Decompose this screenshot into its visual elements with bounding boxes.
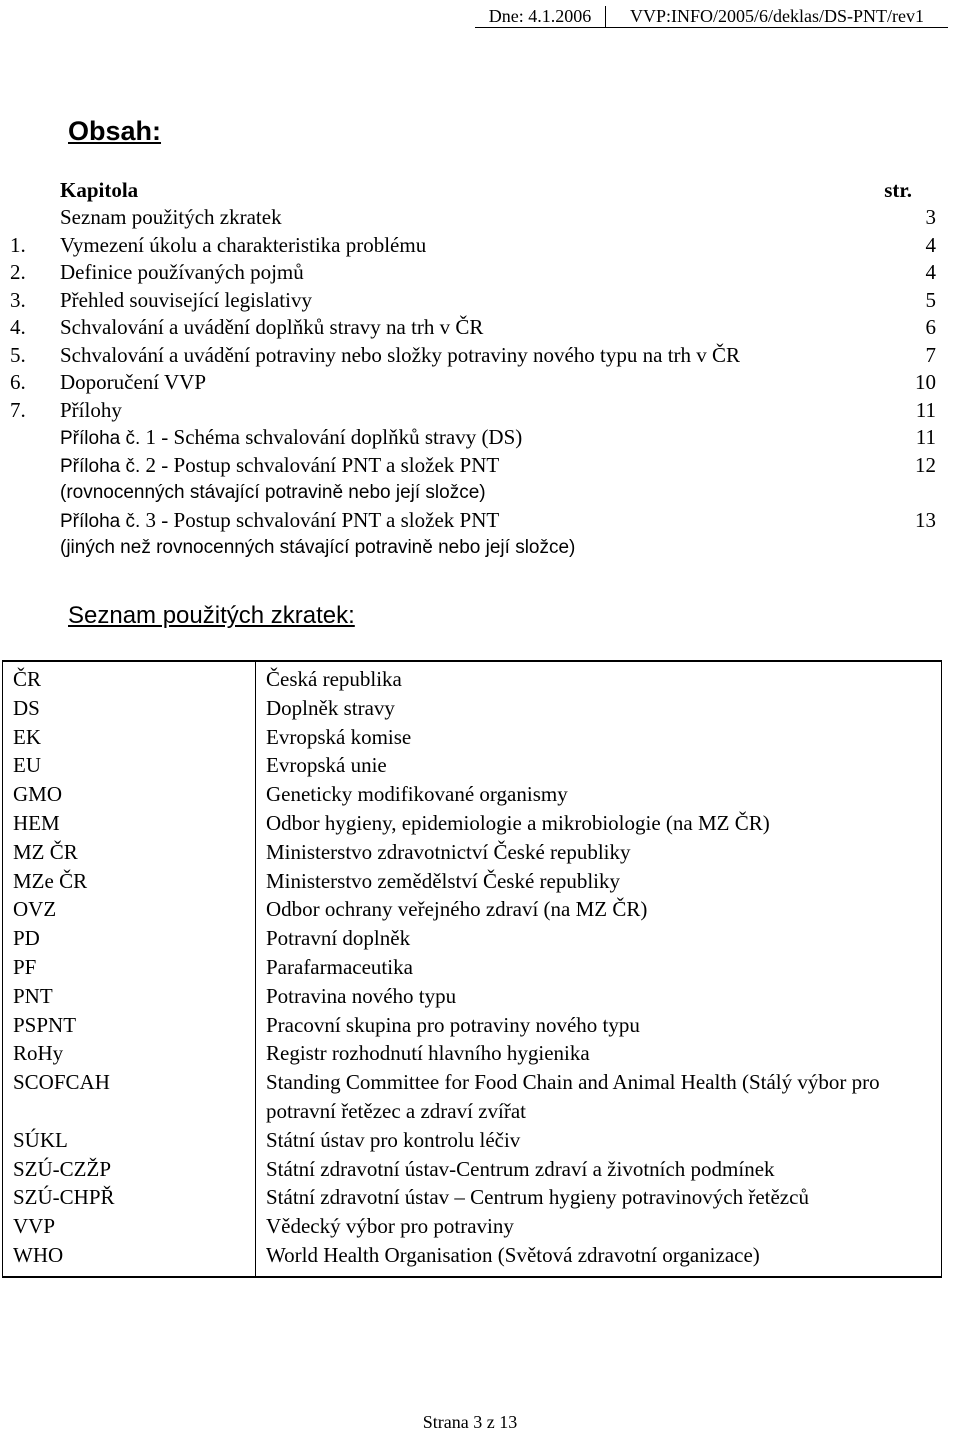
toc-annex-text: 2 - Postup schvalování PNT a složek PNT bbox=[140, 452, 500, 477]
abbreviation-cell: VVP bbox=[3, 1212, 256, 1241]
abbreviation-cell: SZÚ-CHPŘ bbox=[3, 1183, 256, 1212]
toc-entry-title: Přílohy bbox=[60, 397, 122, 422]
toc-annex-title bbox=[60, 452, 499, 481]
abbreviation-cell: PNT bbox=[3, 982, 256, 1011]
table-row bbox=[3, 723, 942, 752]
abbreviation-cell: EU bbox=[3, 751, 256, 780]
abbreviation-cell: OVZ bbox=[3, 895, 256, 924]
table-row bbox=[3, 661, 942, 694]
toc-entry-title: Schvalování a uvádění doplňků stravy na trh v ČR bbox=[60, 315, 484, 339]
meaning-cell: Registr rozhodnutí hlavního hygienika bbox=[256, 1039, 942, 1068]
toc-entry-page: 11 bbox=[915, 397, 936, 422]
toc-col-chapter: Kapitola bbox=[60, 178, 139, 202]
toc-annex-subtitle: (jiných než rovnocenných stávající potravině nebo její složce) bbox=[60, 537, 576, 558]
table-row bbox=[3, 867, 942, 896]
table-row bbox=[3, 1155, 942, 1184]
meaning-cell: Ministerstvo zdravotnictví České republiky bbox=[256, 838, 942, 867]
table-row bbox=[3, 1183, 942, 1212]
meaning-cell: Státní zdravotní ústav – Centrum hygieny potravinových řetězců bbox=[256, 1183, 942, 1212]
toc-entry bbox=[10, 314, 940, 342]
toc-entry-page: 3 bbox=[925, 205, 936, 229]
toc-entry bbox=[10, 397, 940, 425]
toc-entry-title: Vymezení úkolu a charakteristika problému bbox=[60, 232, 427, 257]
table-row bbox=[3, 1039, 942, 1068]
table-row bbox=[3, 838, 942, 867]
meaning-cell: Potravní doplněk bbox=[256, 924, 942, 953]
toc-entry bbox=[10, 204, 940, 232]
toc-entry bbox=[10, 259, 940, 287]
meaning-cell: Česká republika bbox=[256, 661, 942, 694]
toc-annex bbox=[10, 507, 940, 535]
toc-annex-prefix: Příloha č. bbox=[60, 428, 141, 449]
meaning-cell: Standing Committee for Food Chain and Animal Health (Stálý výbor pro potravní řetězec a zdraví zvířat bbox=[256, 1068, 942, 1126]
meaning-cell: Odbor hygieny, epidemiologie a mikrobiologie (na MZ ČR) bbox=[256, 809, 942, 838]
toc-entry-number: 2. bbox=[10, 260, 26, 284]
table-row bbox=[3, 953, 942, 982]
document-header bbox=[475, 6, 948, 28]
toc-annex-prefix: Příloha č. bbox=[60, 455, 141, 477]
toc-entry-number: 5. bbox=[10, 342, 26, 367]
toc-entry bbox=[10, 369, 940, 397]
abbreviation-cell: MZ ČR bbox=[3, 838, 256, 867]
abbreviations-title: Seznam použitých zkratek: bbox=[68, 602, 355, 629]
meaning-cell: Doplněk stravy bbox=[256, 694, 942, 723]
abbreviation-cell: ČR bbox=[3, 661, 256, 694]
toc-entry-page: 6 bbox=[925, 315, 936, 339]
meaning-cell: Pracovní skupina pro potraviny nového typu bbox=[256, 1011, 942, 1040]
toc-annex-page: 12 bbox=[915, 452, 936, 477]
toc-annex-page: 13 bbox=[915, 507, 936, 532]
table-row bbox=[3, 1011, 942, 1040]
abbreviation-cell: GMO bbox=[3, 780, 256, 809]
table-row bbox=[3, 1068, 942, 1126]
toc-annex-subtitle: (rovnocenných stávající potravině nebo její složce) bbox=[60, 482, 486, 503]
toc-entry-title: Přehled související legislativy bbox=[60, 287, 312, 312]
abbreviation-cell: PF bbox=[3, 953, 256, 982]
meaning-cell: Odbor ochrany veřejného zdraví (na MZ ČR) bbox=[256, 895, 942, 924]
table-row bbox=[3, 809, 942, 838]
abbreviations-table bbox=[2, 660, 942, 1278]
toc-entry-page: 4 bbox=[925, 260, 936, 284]
toc-entry-page: 4 bbox=[925, 232, 936, 257]
toc-annex-page: 11 bbox=[915, 425, 936, 449]
meaning-cell: Státní zdravotní ústav-Centrum zdraví a životních podmínek bbox=[256, 1155, 942, 1184]
toc-annex-title bbox=[60, 424, 522, 453]
abbreviation-cell: HEM bbox=[3, 809, 256, 838]
toc-entry bbox=[10, 342, 940, 370]
meaning-cell: Ministerstvo zemědělství České republiky bbox=[256, 867, 942, 896]
meaning-cell: Evropská unie bbox=[256, 751, 942, 780]
toc-entry-title: Definice používaných pojmů bbox=[60, 260, 304, 284]
table-row bbox=[3, 751, 942, 780]
table-row bbox=[3, 1212, 942, 1241]
abbreviation-cell: PSPNT bbox=[3, 1011, 256, 1040]
abbreviation-cell: RoHy bbox=[3, 1039, 256, 1068]
abbreviation-cell: DS bbox=[3, 694, 256, 723]
toc-col-page: str. bbox=[884, 178, 912, 202]
toc-annex-prefix: Příloha č. bbox=[60, 510, 141, 532]
abbreviation-cell: SCOFCAH bbox=[3, 1068, 256, 1126]
header-reference: VVP:INFO/2005/6/deklas/DS-PNT/rev1 bbox=[605, 6, 948, 28]
toc-annex-text: 1 - Schéma schvalování doplňků stravy (DS) bbox=[140, 425, 523, 449]
header-date: Dne: 4.1.2006 bbox=[475, 6, 605, 28]
toc-entry-number: 4. bbox=[10, 315, 26, 339]
toc-annex-continuation bbox=[10, 479, 940, 507]
table-row bbox=[3, 924, 942, 953]
toc-annex bbox=[10, 424, 940, 452]
toc-entry-title: Seznam použitých zkratek bbox=[60, 205, 282, 229]
abbreviation-cell: MZe ČR bbox=[3, 867, 256, 896]
toc-entry-title: Doporučení VVP bbox=[60, 370, 207, 394]
meaning-cell: Evropská komise bbox=[256, 723, 942, 752]
toc-annex bbox=[10, 452, 940, 480]
meaning-cell: Parafarmaceutika bbox=[256, 953, 942, 982]
table-row bbox=[3, 1126, 942, 1155]
toc-annex-text: 3 - Postup schvalování PNT a složek PNT bbox=[140, 507, 500, 532]
page-footer: Strana 3 z 13 bbox=[422, 1412, 518, 1432]
meaning-cell: World Health Organisation (Světová zdravotní organizace) bbox=[256, 1241, 942, 1277]
toc-entry-page: 10 bbox=[915, 370, 936, 394]
meaning-cell: Státní ústav pro kontrolu léčiv bbox=[256, 1126, 942, 1155]
abbreviation-cell: SÚKL bbox=[3, 1126, 256, 1155]
toc-entry-number: 1. bbox=[10, 232, 26, 257]
table-row bbox=[3, 982, 942, 1011]
toc-entry bbox=[10, 232, 940, 260]
toc-annex-title bbox=[60, 507, 499, 536]
meaning-cell: Geneticky modifikované organismy bbox=[256, 780, 942, 809]
meaning-cell: Vědecký výbor pro potraviny bbox=[256, 1212, 942, 1241]
table-of-contents bbox=[10, 204, 940, 562]
contents-title: Obsah: bbox=[68, 116, 162, 146]
toc-entry-number: 7. bbox=[10, 397, 26, 422]
toc-header bbox=[60, 178, 940, 203]
meaning-cell: Potravina nového typu bbox=[256, 982, 942, 1011]
toc-entry-page: 5 bbox=[925, 287, 936, 312]
abbreviation-cell: WHO bbox=[3, 1241, 256, 1277]
table-row bbox=[3, 895, 942, 924]
toc-entry bbox=[10, 287, 940, 315]
toc-entry-title: Schvalování a uvádění potraviny nebo složky potraviny nového typu na trh v ČR bbox=[60, 342, 741, 367]
abbreviation-cell: SZÚ-CZŽP bbox=[3, 1155, 256, 1184]
table-row bbox=[3, 780, 942, 809]
table-row bbox=[3, 694, 942, 723]
abbreviation-cell: PD bbox=[3, 924, 256, 953]
toc-annex-continuation bbox=[10, 534, 940, 562]
table-row bbox=[3, 1241, 942, 1277]
abbreviation-cell: EK bbox=[3, 723, 256, 752]
toc-entry-number: 6. bbox=[10, 370, 26, 394]
toc-entry-number: 3. bbox=[10, 287, 26, 312]
toc-entry-page: 7 bbox=[925, 342, 936, 367]
